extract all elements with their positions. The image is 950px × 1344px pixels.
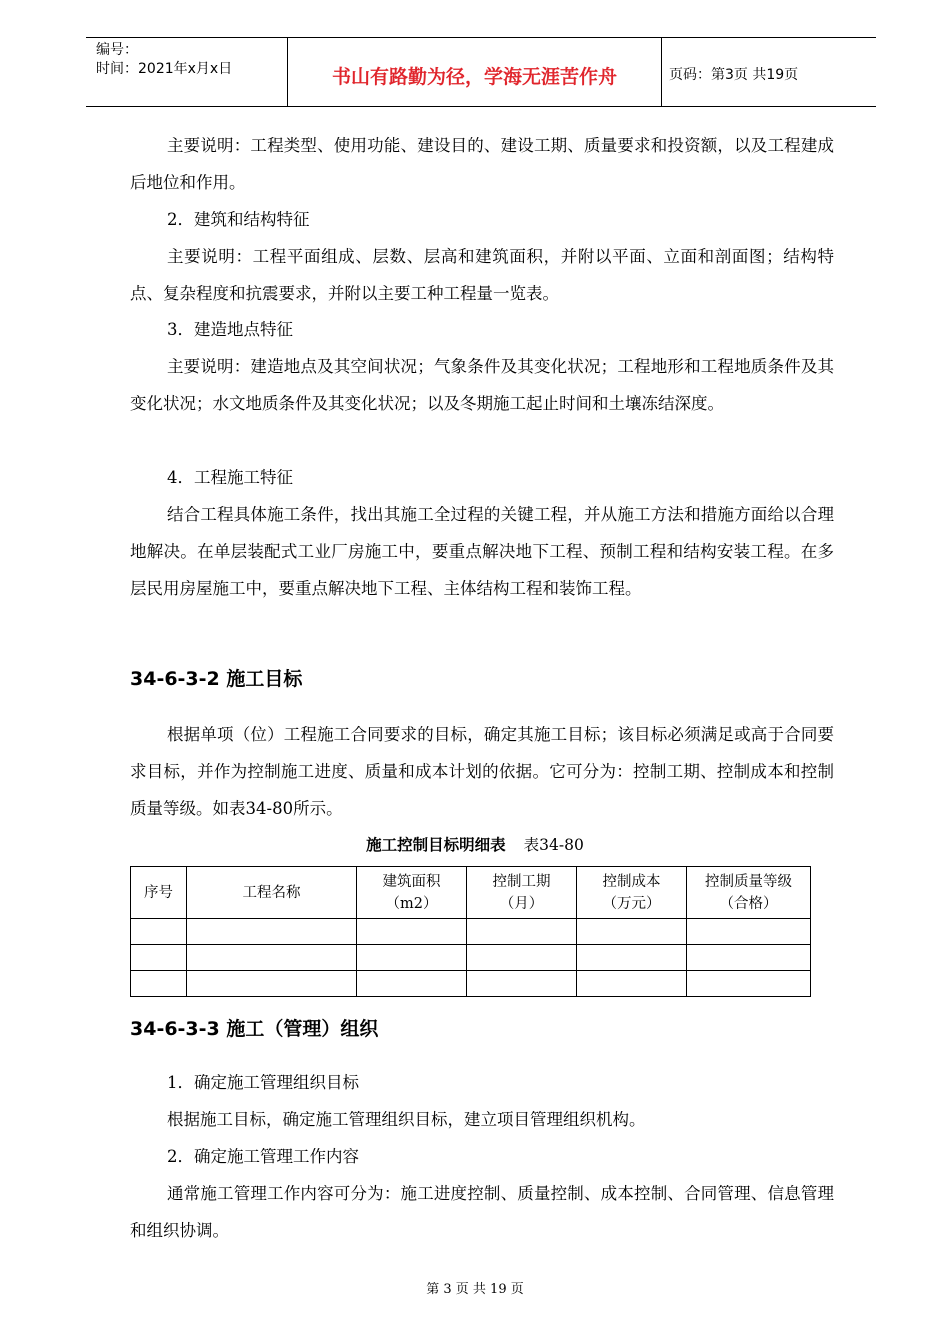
header-line1: 工程名称 [242,884,301,901]
table-cell [467,971,577,997]
page-footer: 第 3 页 共 19 页 [426,1282,524,1297]
header-line2: （月） [499,895,544,912]
list-item-management-goal: 1．确定施工管理组织目标 [167,1073,359,1092]
table-row [131,945,811,971]
table-cell [687,919,811,945]
header-motto-cell [287,38,662,106]
table-cell [577,971,687,997]
table-cell [577,919,687,945]
header-page-cell [661,38,876,106]
document-number-label: 编号： [96,42,138,58]
table-cell [187,945,357,971]
header-left-cell [86,38,287,106]
table-cell [467,945,577,971]
table-row [131,919,811,945]
list-item-management-content: 2．确定施工管理工作内容 [167,1147,359,1166]
document-time-label: 时间：2021年x月x日 [96,61,233,77]
header-line2: （m2） [385,895,438,912]
table-header-cell [687,867,811,919]
paragraph-structure-description: 主要说明：工程平面组成、层数、层高和建筑面积，并附以平面、立面和剖面图；结构特点、复杂程度和抗震要求，并附以主要工种工程量一览表。 [130,247,834,303]
table-cell [131,945,187,971]
table-caption-number: 表34-80 [523,836,584,854]
table-cell [357,919,467,945]
table-cell [687,945,811,971]
header-line1: 控制工期 [492,873,551,890]
header-line2: （万元） [602,895,661,912]
table-cell [131,919,187,945]
paragraph-usage-description: 主要说明：工程类型、使用功能、建设目的、建设工期、质量要求和投资额，以及工程建成后地位和作用。 [130,136,834,192]
header-line1: 序号 [144,884,173,901]
header-line1: 建筑面积 [382,873,441,890]
list-item-building-structure: 2．建筑和结构特征 [167,210,310,229]
header-page-info: 页码：第3页 共19页 [669,67,799,83]
table-caption-title: 施工控制目标明细表 [366,836,506,854]
table-cell [577,945,687,971]
page-header [86,37,876,107]
table-cell [467,919,577,945]
table-header-cell [187,867,357,919]
paragraph-site-description: 主要说明：建造地点及其空间状况；气象条件及其变化状况；工程地形和工程地质条件及其变化状况；水文地质条件及其变化状况；以及冬期施工起止时间和土壤冻结深度。 [130,357,834,413]
header-line1: 控制成本 [602,873,661,890]
header-motto: 书山有路勤为径，学海无涯苦作舟 [331,66,617,88]
header-line1: 控制质量等级 [705,873,792,890]
table-cell [357,945,467,971]
table-cell [687,971,811,997]
paragraph-goal-description: 根据单项（位）工程施工合同要求的目标，确定其施工目标；该目标必须满足或高于合同要求目标，并作为控制施工进度、质量和成本计划的依据。它可分为：控制工期、控制成本和控制质量等级。如表34-80所示。 [130,725,834,818]
table-header-cell [357,867,467,919]
table-caption [0,833,950,855]
header-line2: （合格） [719,895,778,912]
paragraph-construction-description: 结合工程具体施工条件，找出其施工全过程的关键工程，并从施工方法和措施方面给以合理地解决。在单层装配式工业厂房施工中，要重点解决地下工程、预制工程和结构安装工程。在多层民用房屋施工中，要重点解决地下工程、主体结构工程和装饰工程。 [130,505,834,598]
table-header-row [131,867,811,919]
section-heading-construction-goal: 34-6-3-2 施工目标 [130,668,303,690]
table-cell [187,919,357,945]
table-cell [357,971,467,997]
section-heading-construction-organization: 34-6-3-3 施工（管理）组织 [130,1018,379,1040]
table-header-cell [467,867,577,919]
list-item-construction-features: 4．工程施工特征 [167,468,293,487]
control-target-table [130,866,811,997]
table-row [131,971,811,997]
paragraph-management-content: 通常施工管理工作内容可分为：施工进度控制、质量控制、成本控制、合同管理、信息管理和组织协调。 [130,1184,834,1240]
list-item-site-features: 3．建造地点特征 [167,320,293,339]
table-header-cell [131,867,187,919]
table-header-cell [577,867,687,919]
paragraph-management-goal: 根据施工目标，确定施工管理组织目标，建立项目管理组织机构。 [167,1110,646,1129]
table-cell [187,971,357,997]
table-cell [131,971,187,997]
